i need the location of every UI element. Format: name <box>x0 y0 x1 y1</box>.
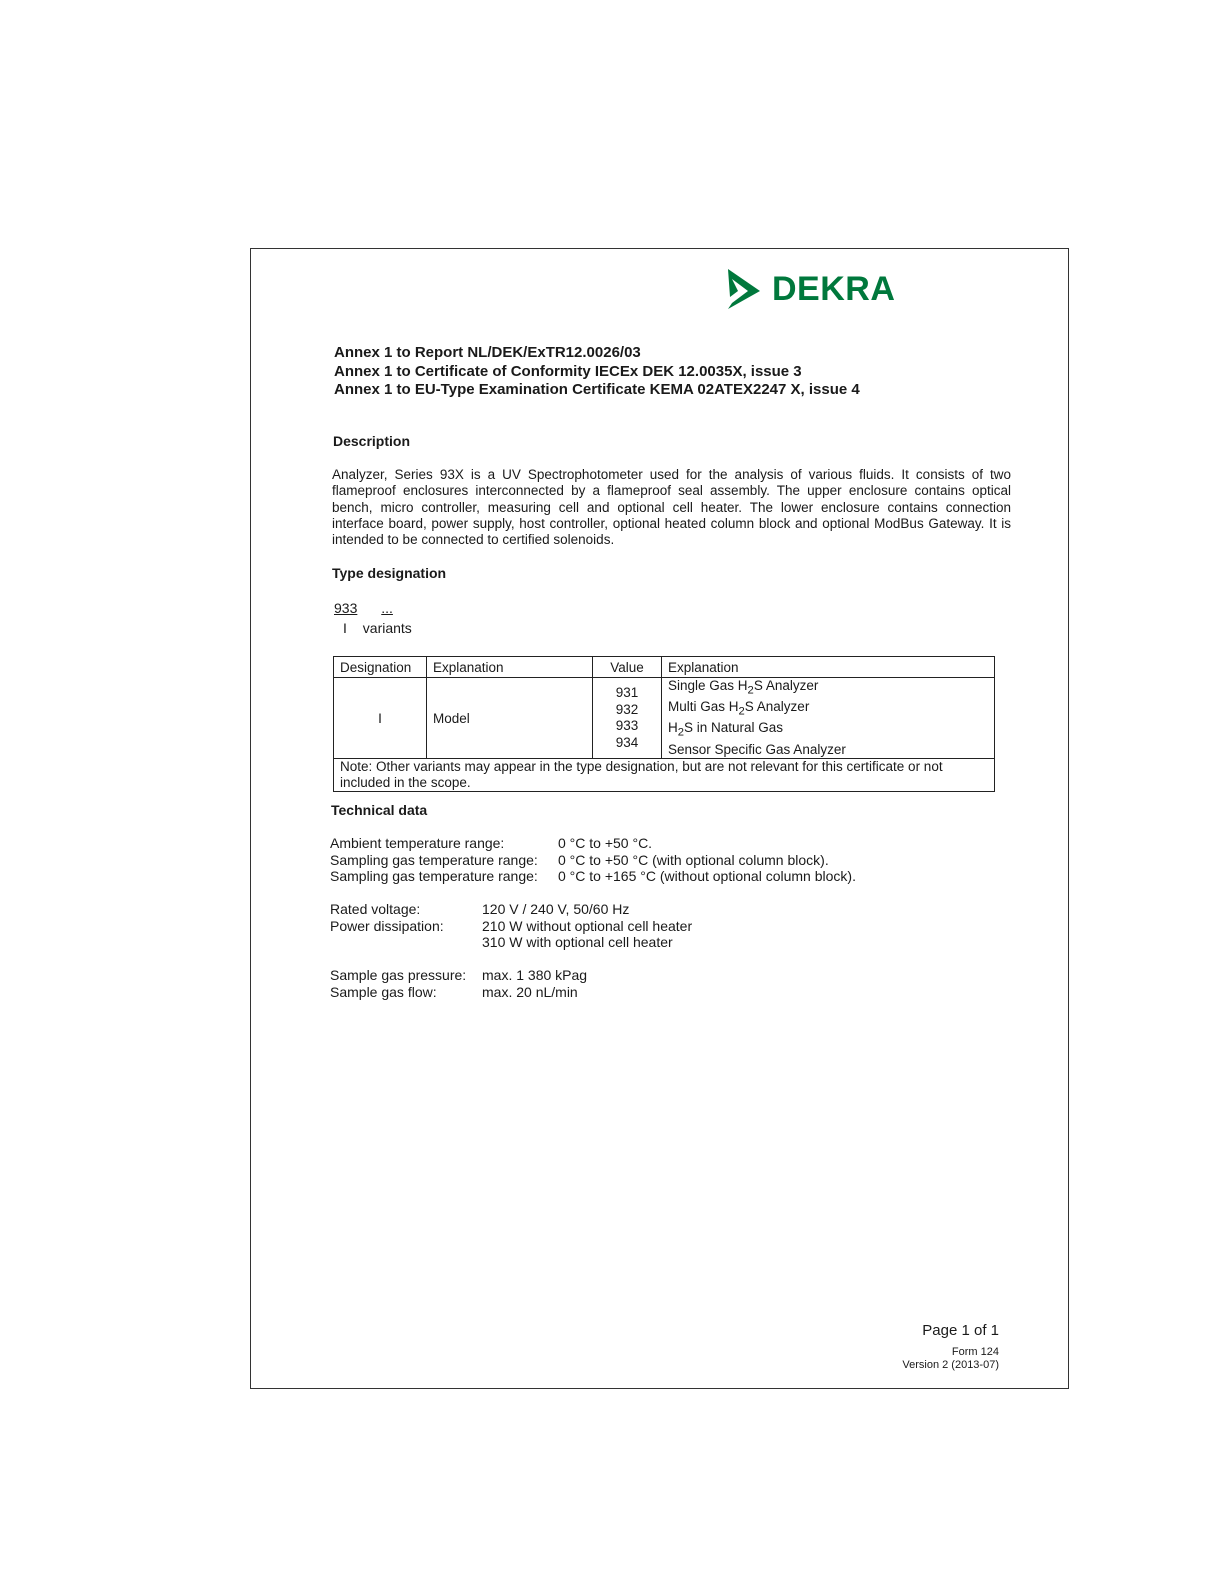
spec-row <box>330 934 692 951</box>
spec-value: max. 20 nL/min <box>482 983 578 1000</box>
temperature-ranges <box>330 835 856 885</box>
header-designation: Designation <box>334 657 427 678</box>
type-code <box>334 600 393 616</box>
spec-label <box>330 934 482 951</box>
dekra-logo <box>726 266 895 312</box>
type-code-dots: ... <box>381 600 393 616</box>
electrical-specs <box>330 901 692 951</box>
value-item: 931 <box>615 685 639 701</box>
variant-marker: I <box>343 620 347 636</box>
page-frame <box>250 248 1069 1389</box>
spec-row <box>330 852 856 869</box>
value-explanation: Single Gas $H_2S$ Analyzer <box>668 678 819 697</box>
header-explanation: Explanation <box>427 657 593 678</box>
table-row <box>334 678 995 759</box>
description-heading: Description <box>333 433 411 449</box>
value-explanation: $H_2S$ in Natural Gas <box>668 720 784 740</box>
type-variant-line <box>343 620 412 636</box>
type-designation-heading: Type designation <box>332 565 447 581</box>
page-number: Page 1 of 1 <box>922 1322 999 1339</box>
spec-row <box>330 868 856 885</box>
header-value: Value <box>593 657 662 678</box>
spec-value: 0 °C to +165 °C (without optional column block). <box>558 868 856 885</box>
dekra-arrow-icon <box>726 267 762 311</box>
table-note-row <box>334 759 995 792</box>
description-text: Analyzer, Series 93X is a UV Spectrophotometer used for the analysis of various fluids. It consists of two flameproof enclosures interconnected by a flameproof seal assembly. The upper enclosure contains optical bench, micro controller, measuring cell and optional cell heater. The lower enclosure contains connection interface board, power supply, host controller, optional heated column block and optional ModBus Gateway. It is intended to be connected to certified solenoids. <box>332 467 1011 548</box>
annex-heading-report: Annex 1 to Report NL/DEK/ExTR12.0026/03 <box>334 344 641 361</box>
technical-data-heading: Technical data <box>331 802 428 818</box>
spec-label: Ambient temperature range: <box>330 835 505 851</box>
spec-value: 120 V / 240 V, 50/60 Hz <box>482 901 630 917</box>
spec-row <box>330 901 692 918</box>
table-note: Note: Other variants may appear in the type designation, but are not relevant for this certificate or not included in the scope. <box>334 759 995 792</box>
spec-label: Sample gas flow: <box>330 983 437 1000</box>
spec-value: 0 °C to +50 °C. <box>558 835 653 851</box>
spec-label: Power dissipation: <box>330 917 444 934</box>
form-info <box>902 1346 999 1372</box>
spec-value: 310 W with optional cell heater <box>482 934 673 951</box>
cell-value-explanations <box>662 678 995 759</box>
value-item: 934 <box>615 734 639 750</box>
spec-row <box>330 967 587 984</box>
cell-values <box>593 678 662 759</box>
designation-table <box>333 656 995 792</box>
table-header-row <box>334 657 995 678</box>
spec-label: Rated voltage: <box>330 901 421 917</box>
brand-name: DEKRA <box>772 270 896 308</box>
annex-heading-iecex: Annex 1 to Certificate of Conformity IECEx DEK 12.0035X, issue 3 <box>334 362 802 380</box>
form-number: Form 124 <box>951 1346 999 1358</box>
value-explanation: Multi Gas $H_2S$ Analyzer <box>668 699 810 718</box>
annex-heading-atex: Annex 1 to EU-Type Examination Certificate KEMA 02ATEX2247 X, issue 4 <box>334 381 860 398</box>
spec-label: Sampling gas temperature range: <box>330 851 538 868</box>
form-version: Version 2 (2013-07) <box>902 1359 999 1371</box>
cell-explanation: Model <box>427 678 593 759</box>
spec-label: Sampling gas temperature range: <box>330 868 538 885</box>
value-explanation: Sensor Specific Gas Analyzer <box>668 741 846 757</box>
cell-designation: I <box>334 678 427 759</box>
value-item: 932 <box>615 701 639 717</box>
annex-headings <box>334 344 860 400</box>
spec-row <box>330 984 587 1001</box>
gas-specs <box>330 967 587 1000</box>
spec-label: Sample gas pressure: <box>330 967 467 983</box>
spec-row <box>330 835 856 852</box>
spec-value: 210 W without optional cell heater <box>482 917 693 934</box>
type-code-number: 933 <box>334 600 358 616</box>
spec-row <box>330 918 692 935</box>
spec-value: max. 1 380 kPag <box>482 967 588 983</box>
value-item: 933 <box>615 718 639 734</box>
header-explanation-2: Explanation <box>662 657 995 678</box>
variant-label: variants <box>362 620 412 636</box>
spec-value: 0 °C to +50 °C (with optional column block). <box>558 851 829 868</box>
